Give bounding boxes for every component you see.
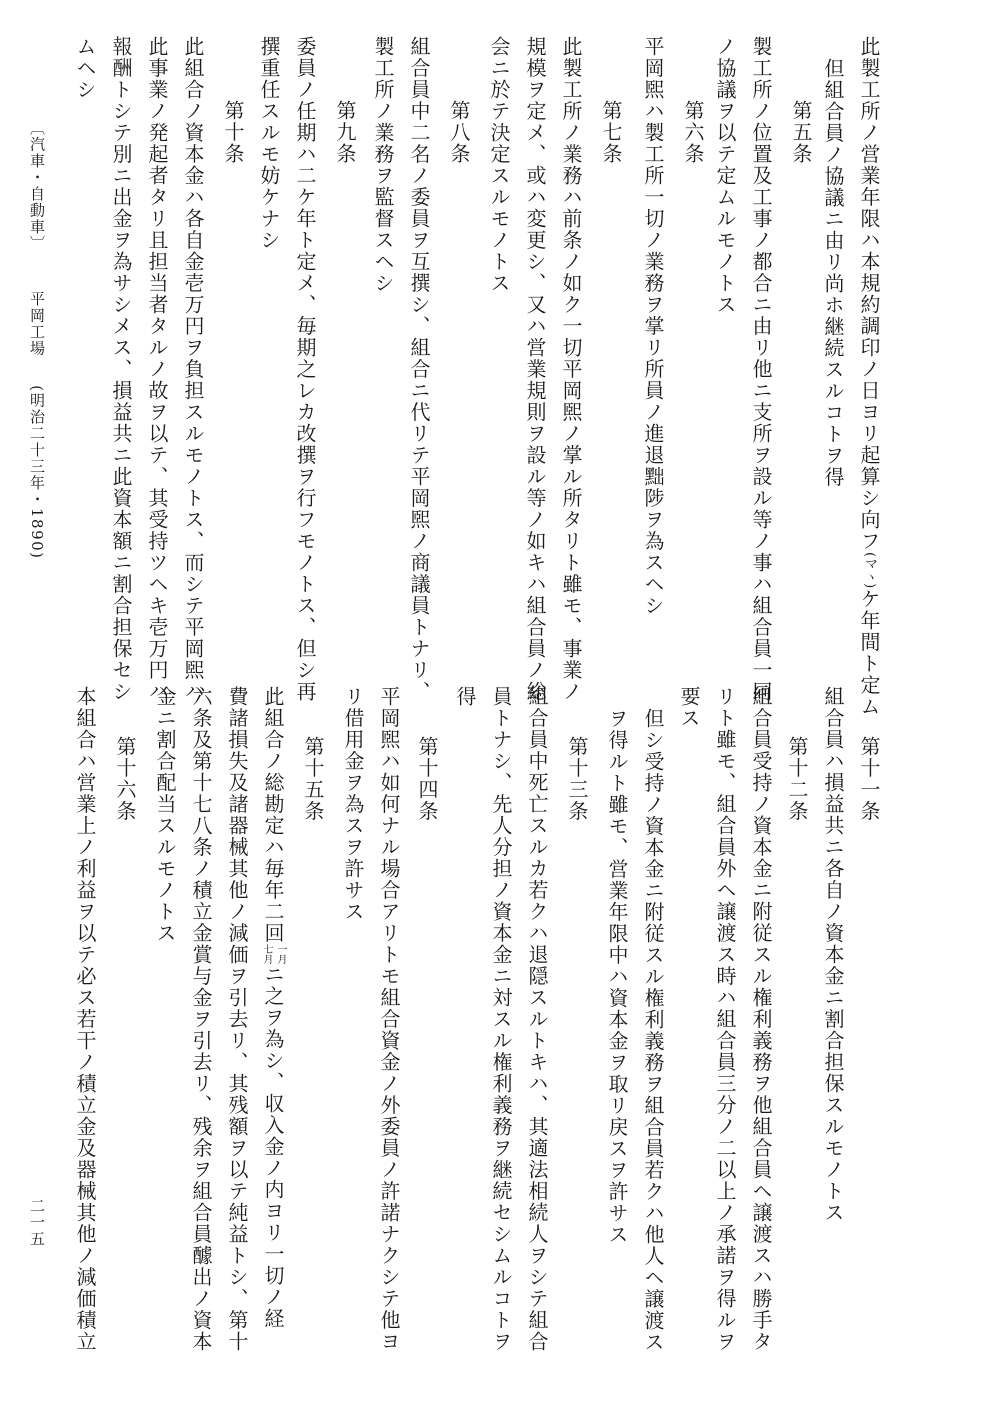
text-line: 金ニ割合配当スルモノトス (153, 686, 177, 944)
text-segment: ケ年間ト定ム (857, 588, 881, 718)
text-line: 平岡煕ハ如何ナル場合アリトモ組合資金ノ外委員ノ許諾ナクシテ他ヨ (377, 686, 401, 1353)
article-heading: 第十条 (221, 100, 245, 165)
text-line: 製工所ノ業務ヲ監督スヘシ (371, 36, 395, 294)
text-line: 此事業ノ発起者タリ且担当者タルノ故ヲ以テ、其受持ツヘキ壱万円ハ (145, 36, 169, 703)
text-line: 本組合ハ営業上ノ利益ヲ以テ必ス若干ノ積立金及器械其他ノ減価積立 (73, 686, 97, 1353)
text-line: 組合員中死亡スルカ若クハ退隠スルトキハ、其適法相続人ヲシテ組合 (525, 686, 549, 1353)
text-segment: 此組合ノ総勘定ハ毎年二回 (261, 686, 285, 944)
text-line: 報酬トシテ別ニ出金ヲ為サシメス、損益共ニ此資本額ニ割合担保セシ (109, 36, 133, 703)
text-line: 但組合員ノ協議ニ由リ尚ホ継続スルコトヲ得 (821, 58, 845, 488)
article-heading: 第十六条 (113, 736, 137, 822)
text-line: 員トナシ、先人分担ノ資本金ニ対スル権利義務ヲ継続セシムルコトヲ (489, 686, 513, 1353)
article-heading: 第十五条 (301, 736, 325, 822)
running-header (26, 120, 48, 560)
text-line: 製工所ノ位置及工事ノ都合ニ由リ他ニ支所ヲ設ル等ノ事ハ組合員一同 (749, 36, 773, 703)
article-heading: 第六条 (681, 100, 705, 165)
text-line: 費諸損失及諸器械其他ノ減価ヲ引去リ、其残額ヲ以テ純益トシ、第十 (225, 686, 249, 1353)
text-line: 此製工所ノ業務ハ前条ノ如ク一切平岡煕ノ掌ル所タリト雖モ、事業ノ (559, 36, 583, 703)
article-heading: 第八条 (447, 100, 471, 165)
text-line: ノ協議ヲ以テ定ムルモノトス (713, 36, 737, 316)
article-heading: 第十四条 (415, 736, 439, 822)
page-number: 二一五 (28, 1198, 46, 1248)
text-line (858, 36, 880, 717)
text-line: リ借用金ヲ為スヲ許サス (341, 686, 365, 923)
text-line: 要ス (677, 686, 701, 729)
text-line: 規模ヲ定メ、或ハ変更シ、又ハ営業規則ヲ設ル等ノ如キハ組合員ノ総 (523, 36, 547, 703)
article-heading: 第十三条 (565, 736, 589, 822)
text-segment: ニ之ヲ為シ、収入金ノ内ヨリ一切ノ経 (261, 964, 285, 1330)
text-line: 会ニ於テ決定スルモノトス (487, 36, 511, 294)
text-line: ヲ得ルト雖モ、営業年限中ハ資本金ヲ取リ戻スヲ許サス (605, 708, 629, 1246)
source-label: 平岡工場 (28, 290, 46, 357)
article-heading: 第十一条 (857, 736, 881, 822)
text-line: 組合員受持ノ資本金ニ附従スル権利義務ヲ他組合員ヘ譲渡スハ勝手タ (749, 686, 773, 1353)
text-line: 撰重任スルモ妨ケナシ (257, 36, 281, 251)
text-line: 但シ受持ノ資本金ニ附従スル権利義務ヲ組合員若クハ他人ヘ譲渡ス (641, 708, 665, 1353)
article-heading: 第九条 (333, 100, 357, 165)
text-line: 此組合ノ資本金ハ各自金壱万円ヲ負担スルモノトス、而シテ平岡煕ハ (181, 36, 205, 703)
text-line: 得 (453, 686, 477, 708)
article-heading: 第七条 (599, 100, 623, 165)
text-line: 六条及第十七八条ノ積立金賞与金ヲ引去リ、残余ヲ組合員醵出ノ資本 (189, 686, 213, 1353)
article-heading: 第五条 (789, 100, 813, 165)
month-note: 七月 (261, 944, 272, 964)
category-label: 〔汽車・自動車〕 (28, 120, 46, 252)
text-segment: 此製工所ノ営業年限ハ本規約調印ノ日ヨリ起算シ向フ (857, 36, 881, 552)
date-label: (明治二十三年・1890) (28, 385, 46, 560)
article-heading: 第十二条 (785, 736, 809, 822)
month-note: 一月 (275, 944, 286, 964)
text-line: 委員ノ任期ハ二ケ年ト定メ、毎期之レカ改撰ヲ行フモノトス、但シ再 (293, 36, 317, 703)
text-line: リト雖モ、組合員外ヘ譲渡ス時ハ組合員三分ノ二以上ノ承諾ヲ得ルヲ (713, 686, 737, 1353)
text-line: 組合員中二名ノ委員ヲ互撰シ、組合ニ代リテ平岡煕ノ商議員トナリ、 (407, 36, 431, 703)
editor-note: (マヽ) (862, 552, 877, 589)
text-line: 組合員ハ損益共ニ各自ノ資本金ニ割合担保スルモノトス (821, 686, 845, 1224)
text-line (262, 686, 284, 1330)
text-line: ムヘシ (73, 36, 97, 101)
text-line: 平岡煕ハ製工所一切ノ業務ヲ掌リ所員ノ進退黜陟ヲ為スヘシ (641, 36, 665, 617)
